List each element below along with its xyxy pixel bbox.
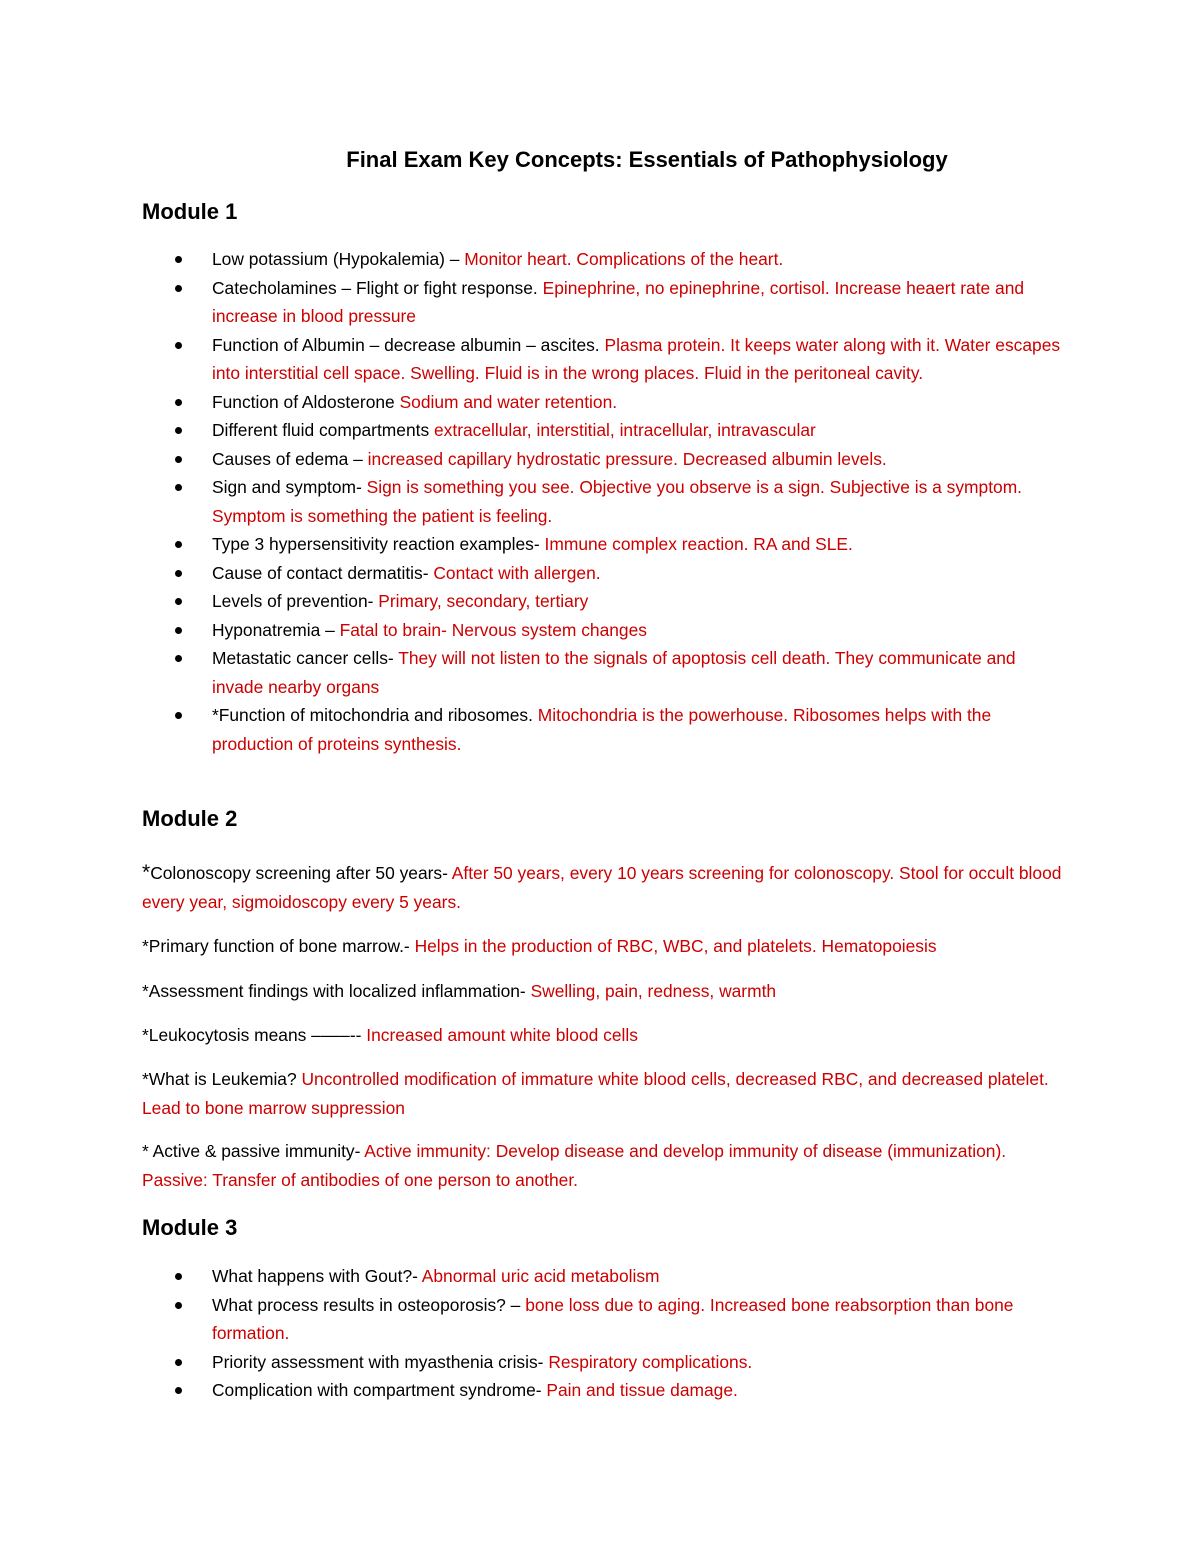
list-item [142,416,1062,445]
list-item [142,1291,1062,1348]
concept-text: Levels of prevention- [212,591,379,611]
page-title: Final Exam Key Concepts: Essentials of Pathophysiology [346,147,948,172]
bullet-icon [175,285,182,292]
bullet-icon [175,456,182,463]
list-item [142,388,1062,417]
concept-text: What process results in osteoporosis? – [212,1294,526,1315]
module-3-heading: Module 3 [142,1215,238,1240]
concept-text: Sign and symptom- [212,477,367,497]
paragraph-item [142,977,1062,1006]
list-item [142,245,1062,274]
concept-text: * Active & passive immunity- [142,1141,365,1161]
answer-text: Mitochondria is the powerhouse. Ribosomes helps with the production of proteins synthesis. [212,705,992,754]
answer-text: Fatal to brain- Nervous system changes [339,619,647,640]
answer-text: Helps in the production of RBC, WBC, and platelets. Hematopoiesis [414,936,937,956]
answer-text: increased capillary hydrostatic pressure. Decreased albumin levels. [367,448,887,469]
answer-text: Monitor heart. Complications of the heart. [464,249,784,269]
bullet-icon [175,712,182,719]
answer-text: extracellular, interstitial, intracellular, intravascular [434,420,816,440]
bullet-icon [175,627,182,634]
answer-text: Sodium and water retention. [399,391,618,412]
list-item [142,701,1062,758]
bullet-icon [175,1273,182,1280]
concept-text: Different fluid compartments [212,420,434,440]
answer-text: Swelling, pain, redness, warmth [530,981,777,1001]
list-item [142,1262,1062,1291]
answer-text: Contact with allergen. [433,562,601,583]
concept-text: Metastatic cancer cells- [212,648,399,668]
bullet-icon [175,427,182,434]
answer-text: Primary, secondary, tertiary [378,591,589,611]
module-3-list [142,1262,1062,1405]
answer-text: Plasma protein. It keeps water along with it. Water escapes into interstitial cell space. Swelling. Fluid is in the wrong places. Fluid in the peritoneal cavity. [212,334,1061,383]
answer-text: Uncontrolled modification of immature white blood cells, decreased RBC, and decreased platelet. Lead to bone marrow suppression [142,1069,1049,1118]
bullet-icon [175,570,182,577]
concept-text: Low potassium (Hypokalemia) – [212,249,465,269]
answer-text: After 50 years, every 10 years screening for colonoscopy. Stool for occult blood every year, sigmoidoscopy every 5 years. [142,863,1062,912]
list-item [142,331,1062,388]
concept-text: Type 3 hypersensitivity reaction examples- [212,534,545,554]
module-1-heading: Module 1 [142,199,238,224]
answer-text: Respiratory complications. [548,1351,753,1372]
concept-text: *Function of mitochondria and ribosomes. [212,705,538,725]
list-item [142,616,1062,645]
bullet-icon [175,598,182,605]
list-item [142,644,1062,701]
bullet-icon [175,256,182,263]
answer-text: They will not listen to the signals of apoptosis cell death. They communicate and invade nearby organs [212,648,1016,697]
concept-text: Function of Aldosterone [212,391,400,412]
concept-text: Complication with compartment syndrome- [212,1380,547,1400]
list-item [142,445,1062,474]
concept-text: Catecholamines – Flight or fight response. [212,277,543,298]
answer-text: Pain and tissue damage. [546,1380,738,1400]
concept-text: Colonoscopy screening after 50 years- [150,863,452,883]
paragraph-item [142,1065,1062,1123]
bullet-icon [175,484,182,491]
list-item [142,587,1062,616]
paragraph-item [142,858,1062,917]
answer-text: bone loss due to aging. Increased bone reabsorption than bone formation. [212,1294,1014,1343]
bullet-icon [175,1387,182,1394]
module-2-heading: Module 2 [142,806,238,831]
bullet-icon [175,342,182,349]
list-item [142,559,1062,588]
paragraph-item [142,1021,1062,1050]
star-marker: * [142,861,151,884]
list-item [142,1348,1062,1377]
answer-text: Epinephrine, no epinephrine, cortisol. Increase heaert rate and increase in blood pressure [212,277,1025,326]
answer-text: Sign is something you see. Objective you observe is a sign. Subjective is a symptom. Symptom is something the patient is feeling. [212,477,1023,526]
bullet-icon [175,399,182,406]
concept-text: Cause of contact dermatitis- [212,562,434,583]
list-item [142,530,1062,559]
concept-text: *Primary function of bone marrow.- [142,936,415,956]
module-1-list [142,245,1062,758]
concept-text: *Leukocytosis means ––––-- [142,1025,367,1045]
concept-text: *Assessment findings with localized inflammation- [142,981,531,1001]
bullet-icon [175,1302,182,1309]
concept-text: What happens with Gout?- [212,1266,422,1286]
answer-text: Immune complex reaction. RA and SLE. [544,534,853,554]
concept-text: Priority assessment with myasthenia crisis- [212,1351,549,1372]
bullet-icon [175,541,182,548]
list-item [142,1376,1062,1405]
bullet-icon [175,1359,182,1366]
paragraph-item [142,932,1062,961]
concept-text: Hyponatremia – [212,619,340,640]
list-item [142,473,1062,530]
answer-text: Active immunity: Develop disease and develop immunity of disease (immunization). Passive: Transfer of antibodies of one person to another. [142,1141,1007,1190]
concept-text: Causes of edema – [212,448,368,469]
answer-text: Abnormal uric acid metabolism [421,1266,660,1286]
concept-text: *What is Leukemia? [142,1069,302,1089]
list-item [142,274,1062,331]
bullet-icon [175,655,182,662]
concept-text: Function of Albumin – decrease albumin – ascites. [212,334,605,355]
paragraph-item [142,1137,1062,1195]
answer-text: Increased amount white blood cells [366,1025,638,1045]
